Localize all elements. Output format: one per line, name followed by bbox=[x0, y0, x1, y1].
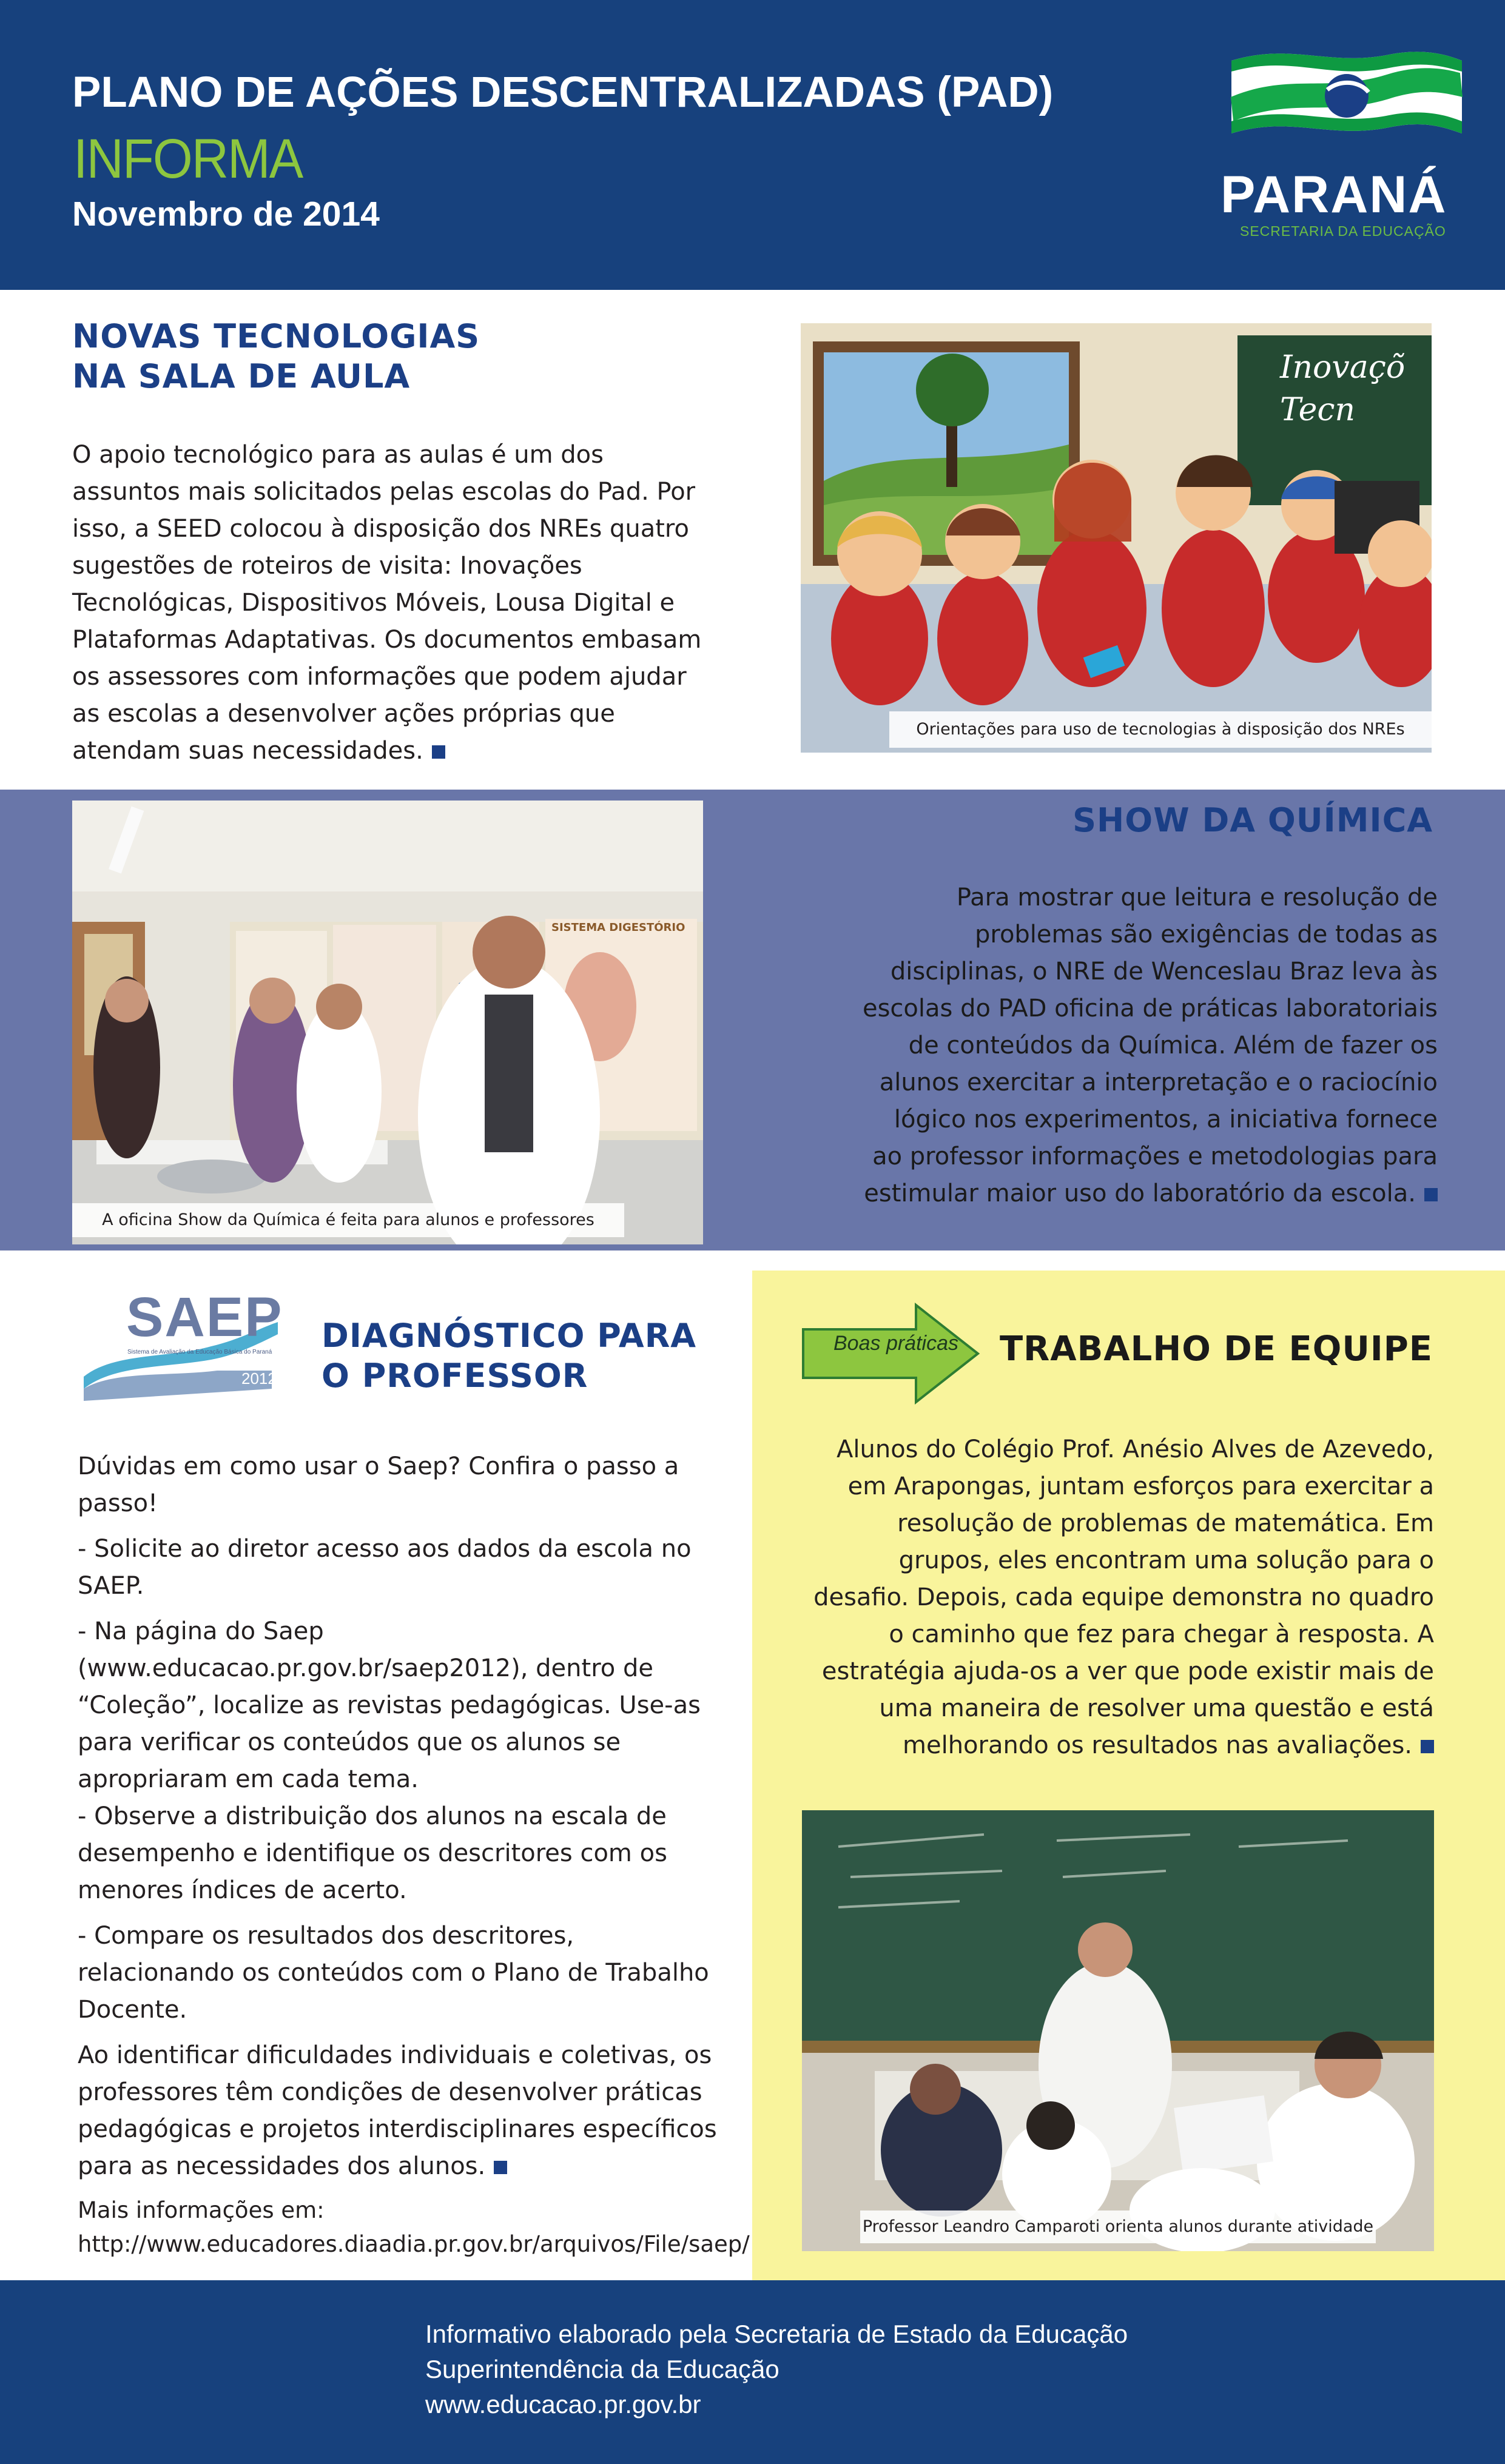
section-title-line1: DIAGNÓSTICO PARA bbox=[322, 1317, 697, 1355]
saep-logo-year: 2012 bbox=[241, 1369, 277, 1388]
image-caption: Orientações para uso de tecnologias à disposição dos NREs bbox=[889, 711, 1432, 748]
section-body-diagnostico bbox=[78, 1448, 750, 2261]
section-title-trabalho: TRABALHO DE EQUIPE bbox=[999, 1329, 1433, 1369]
paragraph: - Compare os resultados dos descritores, relacionando os conteúdos com o Plano de Trabalho Docente. bbox=[78, 1922, 709, 2024]
issue-date: Novembro de 2014 bbox=[72, 195, 380, 233]
saep-logo-tagline: Sistema de Avaliação da Educação Básica do Paraná bbox=[127, 1349, 272, 1355]
image-caption: Professor Leandro Camparoti orienta alunos durante atividade bbox=[860, 2211, 1376, 2243]
footer-credits bbox=[425, 2317, 1128, 2422]
section-title-line2: O PROFESSOR bbox=[322, 1357, 588, 1395]
section-title-line1: NOVAS TECNOLOGIAS bbox=[72, 317, 480, 355]
more-info-link[interactable]: Mais informações em: http://www.educadores.diaadia.pr.gov.br/arquivos/File/saep/ bbox=[78, 2197, 750, 2257]
parana-logo-subtitle: SECRETARIA DA EDUCAÇÃO bbox=[1240, 223, 1446, 239]
end-square-icon bbox=[1421, 1740, 1434, 1753]
footer-website-link[interactable]: www.educacao.pr.gov.br bbox=[425, 2390, 701, 2419]
parana-logo-name: PARANÁ bbox=[1220, 166, 1447, 224]
classroom-photo bbox=[802, 1810, 1434, 2251]
end-square-icon bbox=[494, 2161, 507, 2174]
paragraph: Ao identificar dificuldades individuais e coletivas, os professores têm condições de desenvolver práticas pedagógicas e projetos interdisciplinares específicos para as necessidades dos alunos. bbox=[78, 2041, 717, 2180]
board-text-2: Tecn bbox=[1280, 392, 1356, 428]
paragraph: - Observe a distribuição dos alunos na escala de desempenho e identifique os descritores com os menores índices de acerto. bbox=[78, 1802, 667, 1904]
end-square-icon bbox=[1424, 1188, 1438, 1201]
section-title-line2: NA SALA DE AULA bbox=[72, 357, 411, 395]
poster-text: SISTEMA DIGESTÓRIO bbox=[551, 921, 685, 934]
saep-logo bbox=[78, 1286, 284, 1407]
boas-praticas-tag: Boas práticas bbox=[833, 1332, 958, 1355]
newsletter-title: PLANO DE AÇÕES DESCENTRALIZADAS (PAD) bbox=[72, 69, 1054, 116]
paragraph: - Solicite ao diretor acesso aos dados da escola no SAEP. bbox=[78, 1535, 692, 1600]
end-square-icon bbox=[432, 745, 445, 759]
cartoon-classroom-image bbox=[801, 323, 1432, 753]
footer-line: Informativo elaborado pela Secretaria de Estado da Educação bbox=[425, 2320, 1128, 2348]
section-title-tecnologias bbox=[72, 317, 480, 397]
board-text-1: Inovaçõ bbox=[1280, 349, 1406, 386]
body-text: Alunos do Colégio Prof. Anésio Alves de Azevedo, em Arapongas, juntam esforços para exercitar a resolução de problemas de matemática. Em grupos, eles encontram uma solução para o desafio. Depois, cada equipe demonstra no quadro o caminho que fez para chegar à resposta. A estratégia ajuda-os a ver que pode existir mais de uma maneira de resolver uma questão e está melhorando os resultados nas avaliações. bbox=[813, 1435, 1434, 1759]
paragraph: - Na página do Saep (www.educacao.pr.gov.br/saep2012), dentro de “Coleção”, localize as revistas pedagógicas. Use-as para verificar os conteúdos que os alunos se apropriaram em cada tema. bbox=[78, 1617, 701, 1793]
parana-flag-logo bbox=[1225, 42, 1468, 164]
section-body-tecnologias bbox=[72, 437, 715, 770]
image-caption: A oficina Show da Química é feita para alunos e professores bbox=[72, 1203, 624, 1237]
section-body-trabalho bbox=[801, 1431, 1434, 1764]
footer-line: Superintendência da Educação bbox=[425, 2355, 779, 2383]
laboratory-photo bbox=[72, 801, 703, 1244]
section-title-quimica: SHOW DA QUÍMICA bbox=[1072, 801, 1433, 839]
section-body-quimica bbox=[861, 879, 1438, 1212]
saep-logo-text: SAEP bbox=[126, 1286, 283, 1348]
body-text: Para mostrar que leitura e resolução de problemas são exigências de todas as disciplinas, o NRE de Wenceslau Braz leva às escolas do PAD oficina de práticas laboratoriais de conteúdos da Química. Além de fazer os alunos exercitar a interpretação e o raciocínio lógico nos experimentos, a iniciativa fornece ao professor informações e metodologias para estimular maior uso do laboratório da escola. bbox=[862, 884, 1438, 1207]
paragraph: Dúvidas em como usar o Saep? Confira o passo a passo! bbox=[78, 1452, 679, 1517]
section-title-diagnostico bbox=[322, 1316, 696, 1396]
body-text: O apoio tecnológico para as aulas é um dos assuntos mais solicitados pelas escolas do Pad. Por isso, a SEED colocou à disposição dos NREs quatro sugestões de roteiros de visita: Inovações Tecnológicas, Dispositivos Móveis, Lousa Digital e Plataformas Adaptativas. Os documentos embasam os assessores com informações que podem ajudar as escolas a desenvolver ações próprias que atendam suas necessidades. bbox=[72, 441, 702, 765]
newsletter-subtitle: INFORMA bbox=[73, 128, 303, 190]
